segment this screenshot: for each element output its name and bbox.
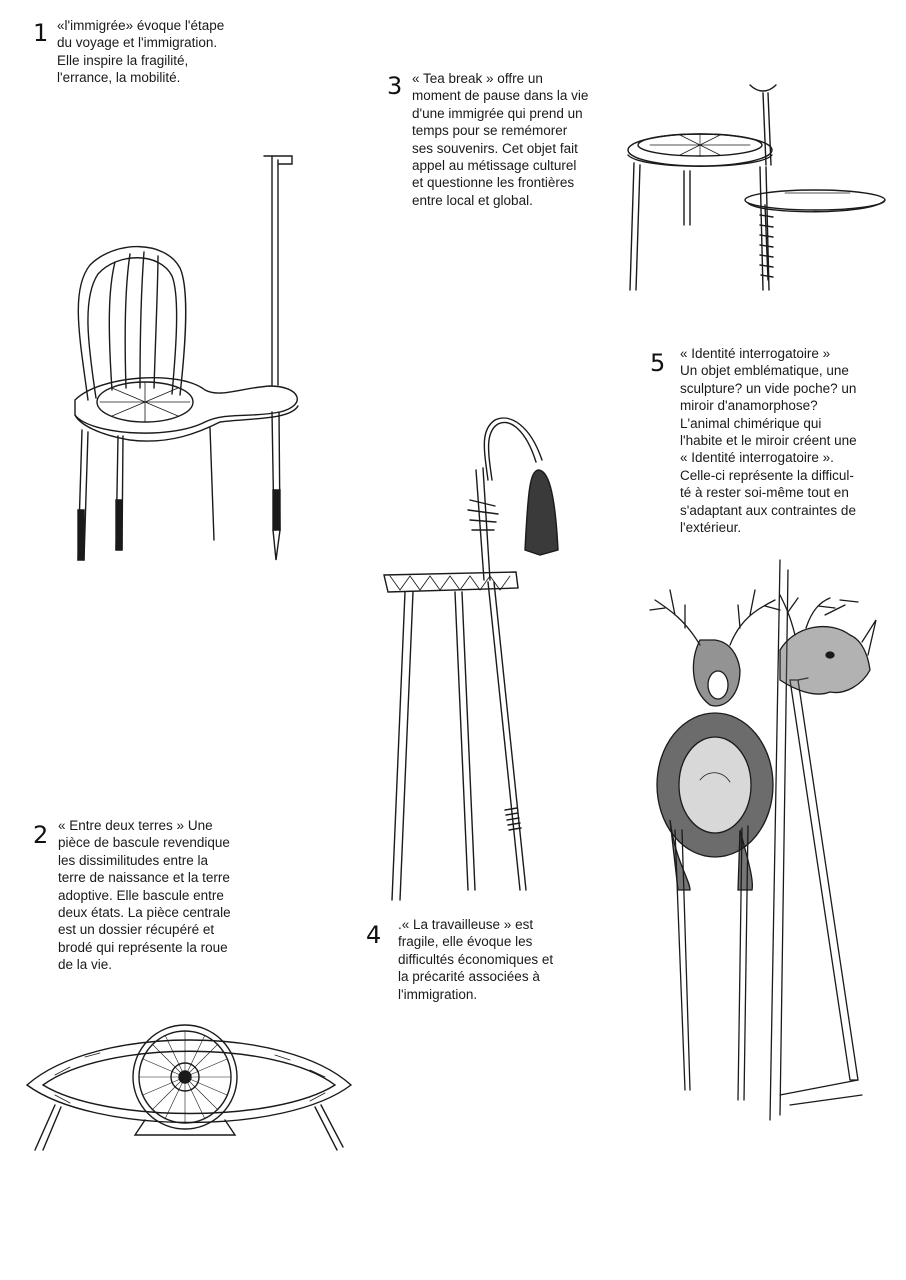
caption-line: du voyage et l'immigration. [57, 35, 218, 51]
caption-line: l'habite et le miroir créent une [680, 433, 857, 449]
caption-line: « Identité interrogatoire ». [680, 450, 834, 466]
caption-line: l'errance, la mobilité. [57, 70, 181, 86]
caption-line: pièce de bascule revendique [58, 835, 230, 851]
caption-line: L'animal chimérique qui [680, 415, 822, 431]
caption-line: « Tea break » offre un [412, 71, 543, 86]
item-4-caption [398, 916, 553, 1003]
caption-line: la précarité associées à [398, 969, 540, 985]
caption-line: les dissimilitudes entre la [58, 852, 209, 868]
caption-line: l'extérieur. [680, 520, 742, 536]
caption-line: d'une immigrée qui prend un [412, 105, 583, 121]
identite-interrogatoire-sketch [630, 560, 880, 1120]
caption-line: et questionne les frontières [412, 175, 575, 191]
caption-line: temps pour se remémorer [412, 123, 568, 139]
caption-line: adoptive. Elle bascule entre [58, 887, 224, 903]
caption-line: brodé qui représente la roue [58, 939, 228, 955]
item-2-caption [58, 817, 231, 974]
caption-line: sculpture? un vide poche? un [680, 380, 857, 396]
item-2-number: 2 [33, 821, 49, 849]
caption-line: est un dossier récupéré et [58, 922, 215, 938]
caption-line: deux états. La pièce centrale [58, 905, 231, 921]
caption-line: de la vie. [58, 957, 113, 973]
item-1-caption [57, 17, 224, 87]
item-3-number: 3 [387, 72, 403, 100]
caption-line: moment de pause dans la vie [412, 88, 589, 104]
entre-deux-terres-eye-sketch [25, 1015, 355, 1165]
item-1-number: 1 [33, 19, 49, 47]
chair-with-cane-sketch [60, 150, 320, 570]
caption-line: té à rester soi-même tout en [680, 485, 849, 501]
caption-line: « Identité interrogatoire » [680, 346, 831, 361]
caption-line: « Entre deux terres » Une [58, 818, 213, 833]
travailleuse-stool-lamp-sketch [380, 410, 580, 905]
caption-line: s'adaptant aux contraintes de [680, 502, 856, 518]
caption-line: Elle inspire la fragilité, [57, 52, 189, 68]
item-5-caption [680, 345, 857, 536]
caption-line: terre de naissance et la terre [58, 870, 230, 886]
item-5-number: 5 [650, 349, 666, 377]
caption-line: «l'immigrée» évoque l'étape [57, 18, 225, 33]
tea-break-table-sketch [620, 75, 900, 300]
caption-line: Celle-ci représente la difficul- [680, 467, 854, 483]
caption-line: fragile, elle évoque les [398, 934, 533, 950]
item-4-number: 4 [366, 921, 382, 949]
caption-line: appel au métissage culturel [412, 158, 577, 174]
caption-line: miroir d'anamorphose? [680, 398, 818, 414]
caption-line: entre local et global. [412, 192, 533, 208]
caption-line: l'immigration. [398, 986, 478, 1002]
caption-line: .« La travailleuse » est [398, 917, 534, 932]
caption-line: Un objet emblématique, une [680, 363, 849, 379]
caption-line: difficultés économiques et [398, 951, 554, 967]
caption-line: ses souvenirs. Cet objet fait [412, 140, 578, 156]
item-3-caption [412, 70, 588, 209]
